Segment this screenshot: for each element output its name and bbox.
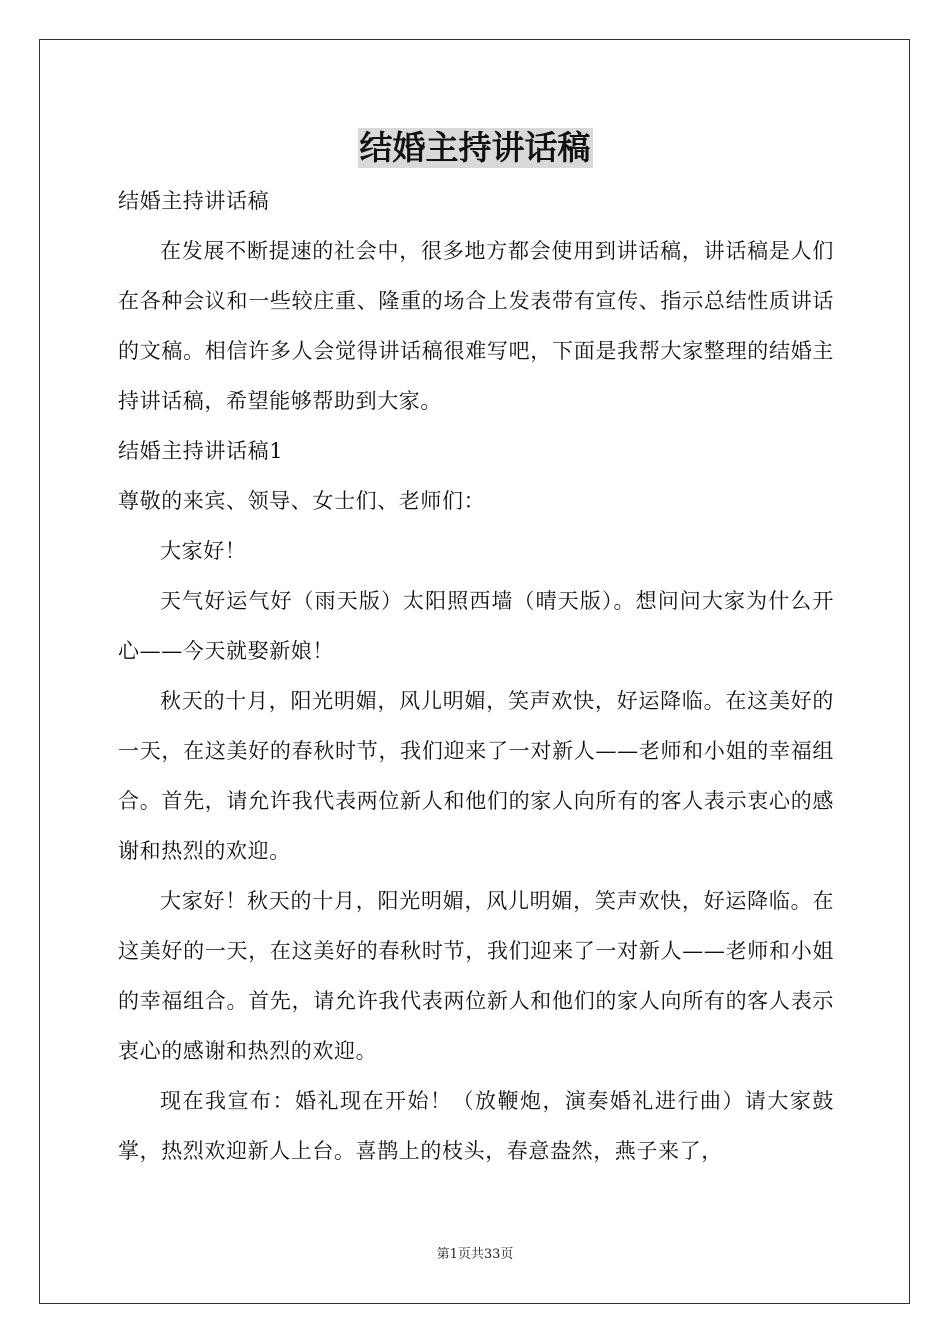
paragraph: 现在我宣布：婚礼现在开始！（放鞭炮，演奏婚礼进行曲）请大家鼓掌，热烈欢迎新人上台。喜鹊上的枝头，春意盎然，燕子来了， <box>118 1089 834 1163</box>
title-container <box>0 128 950 168</box>
page-total: 共33页 <box>470 1247 514 1262</box>
paragraph: 在发展不断提速的社会中，很多地方都会使用到讲话稿，讲话稿是人们在各种会议和一些较庄重、隆重的场合上发表带有宣传、指示总结性质讲话的文稿。相信许多人会觉得讲话稿很难写吧，下面是我帮大家整理的结婚主持讲话稿，希望能够帮助到大家。 <box>118 239 834 413</box>
document-title: 结婚主持讲话稿 <box>359 128 591 167</box>
paragraph: 大家好！ <box>160 539 247 563</box>
paragraph: 结婚主持讲话稿 <box>118 189 270 213</box>
paragraph: 尊敬的来宾、领导、女士们、老师们： <box>118 489 486 513</box>
page-number: 第1页 <box>436 1247 471 1262</box>
page-footer <box>0 1246 950 1264</box>
paragraph: 大家好！秋天的十月，阳光明媚，风儿明媚，笑声欢快，好运降临。在这美好的一天，在这美好的春秋时节，我们迎来了一对新人——老师和小姐的幸福组合。首先，请允许我代表两位新人和他们的家人向所有的客人表示衷心的感谢和热烈的欢迎。 <box>118 889 834 1063</box>
document-body <box>118 176 834 1176</box>
paragraph: 天气好运气好（雨天版）太阳照西墙（晴天版）。想问问大家为什么开心——今天就娶新娘！ <box>118 589 834 663</box>
paragraph: 结婚主持讲话稿1 <box>118 439 284 463</box>
paragraph: 秋天的十月，阳光明媚，风儿明媚，笑声欢快，好运降临。在这美好的一天，在这美好的春秋时节，我们迎来了一对新人——老师和小姐的幸福组合。首先，请允许我代表两位新人和他们的家人向所有的客人表示衷心的感谢和热烈的欢迎。 <box>118 689 834 863</box>
